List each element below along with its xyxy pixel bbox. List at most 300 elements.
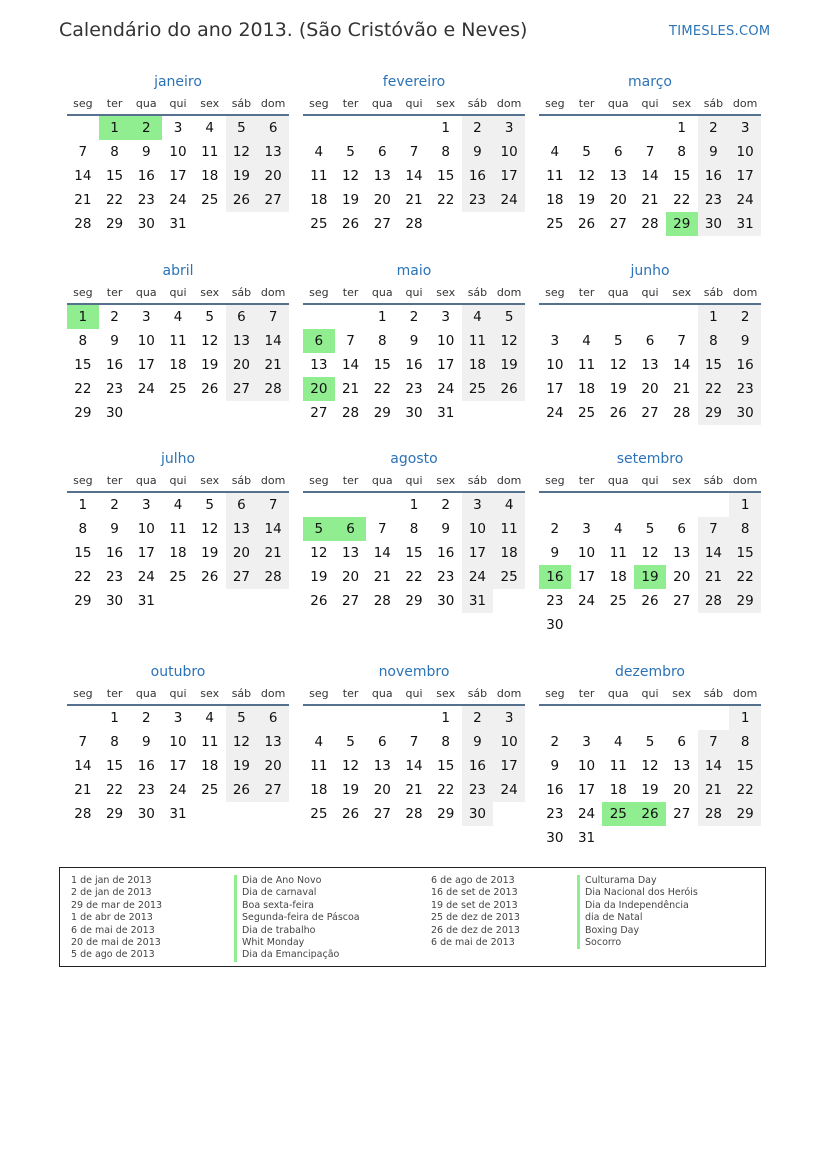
day-cell[interactable]: 14: [74, 758, 92, 774]
day-cell[interactable]: 22: [729, 565, 761, 589]
day-cell[interactable]: 20: [257, 164, 289, 188]
day-cell[interactable]: 30: [698, 212, 730, 236]
day-cell[interactable]: 1: [729, 493, 761, 517]
day-cell[interactable]: 29: [105, 806, 124, 822]
day-cell[interactable]: 18: [310, 192, 328, 208]
day-cell[interactable]: 5: [346, 734, 355, 750]
day-cell[interactable]: 26: [577, 216, 596, 232]
day-cell[interactable]: 3: [582, 521, 591, 537]
day-cell[interactable]: 15: [729, 541, 761, 565]
day-cell[interactable]: 27: [226, 377, 258, 401]
day-cell[interactable]: 14: [405, 758, 423, 774]
day-cell[interactable]: 2: [550, 734, 560, 750]
day-cell[interactable]: 31: [137, 593, 155, 609]
day-cell[interactable]: 15: [105, 758, 124, 774]
day-cell[interactable]: 31: [169, 216, 187, 232]
day-cell[interactable]: 17: [493, 754, 525, 778]
day-cell[interactable]: 18: [546, 192, 564, 208]
day-cell[interactable]: 12: [310, 545, 328, 561]
day-cell[interactable]: 26: [226, 778, 258, 802]
holiday-day-cell[interactable]: 6: [335, 517, 367, 541]
day-cell[interactable]: 10: [137, 333, 155, 349]
day-cell[interactable]: 25: [310, 216, 328, 232]
day-cell[interactable]: 20: [226, 353, 258, 377]
holiday-day-cell[interactable]: 1: [99, 116, 131, 140]
day-cell[interactable]: 17: [462, 541, 494, 565]
day-cell[interactable]: 3: [493, 116, 525, 140]
day-cell[interactable]: 25: [462, 377, 494, 401]
day-cell[interactable]: 23: [105, 381, 124, 397]
day-cell[interactable]: 23: [698, 188, 730, 212]
day-cell[interactable]: 12: [341, 758, 360, 774]
day-cell[interactable]: 24: [577, 593, 596, 609]
day-cell[interactable]: 16: [462, 754, 494, 778]
day-cell[interactable]: 29: [437, 806, 455, 822]
day-cell[interactable]: 13: [641, 357, 659, 373]
day-cell[interactable]: 14: [341, 357, 360, 373]
day-cell[interactable]: 12: [641, 545, 659, 561]
day-cell[interactable]: 16: [137, 168, 155, 184]
day-cell[interactable]: 27: [609, 216, 627, 232]
day-cell[interactable]: 27: [373, 216, 391, 232]
day-cell[interactable]: 7: [346, 333, 355, 349]
day-cell[interactable]: 13: [673, 758, 691, 774]
day-cell[interactable]: 14: [257, 517, 289, 541]
day-cell[interactable]: 12: [341, 168, 360, 184]
day-cell[interactable]: 14: [405, 168, 423, 184]
day-cell[interactable]: 20: [373, 782, 391, 798]
day-cell[interactable]: 27: [226, 565, 258, 589]
day-cell[interactable]: 3: [550, 333, 560, 349]
day-cell[interactable]: 8: [441, 144, 450, 160]
day-cell[interactable]: 17: [169, 758, 187, 774]
day-cell[interactable]: 15: [729, 754, 761, 778]
day-cell[interactable]: 27: [257, 188, 289, 212]
day-cell[interactable]: 8: [441, 734, 450, 750]
day-cell[interactable]: 8: [78, 521, 88, 537]
day-cell[interactable]: 29: [105, 216, 124, 232]
day-cell[interactable]: 27: [257, 778, 289, 802]
day-cell[interactable]: 14: [698, 541, 730, 565]
day-cell[interactable]: 14: [698, 754, 730, 778]
day-cell[interactable]: 24: [169, 192, 187, 208]
day-cell[interactable]: 24: [577, 806, 596, 822]
day-cell[interactable]: 16: [405, 357, 423, 373]
day-cell[interactable]: 3: [582, 734, 591, 750]
day-cell[interactable]: 5: [645, 521, 655, 537]
day-cell[interactable]: 23: [405, 381, 423, 397]
day-cell[interactable]: 11: [201, 734, 219, 750]
day-cell[interactable]: 28: [257, 565, 289, 589]
day-cell[interactable]: 19: [641, 782, 659, 798]
day-cell[interactable]: 18: [577, 381, 596, 397]
day-cell[interactable]: 5: [493, 305, 525, 329]
day-cell[interactable]: 27: [673, 806, 691, 822]
day-cell[interactable]: 3: [441, 309, 450, 325]
day-cell[interactable]: 22: [105, 782, 124, 798]
day-cell[interactable]: 2: [729, 305, 761, 329]
day-cell[interactable]: 7: [677, 333, 686, 349]
day-cell[interactable]: 24: [137, 381, 155, 397]
day-cell[interactable]: 31: [577, 830, 596, 846]
day-cell[interactable]: 7: [645, 144, 655, 160]
day-cell[interactable]: 19: [201, 357, 219, 373]
day-cell[interactable]: 11: [609, 758, 627, 774]
day-cell[interactable]: 6: [677, 521, 686, 537]
day-cell[interactable]: 21: [673, 381, 691, 397]
day-cell[interactable]: 24: [462, 565, 494, 589]
day-cell[interactable]: 6: [226, 305, 258, 329]
day-cell[interactable]: 10: [493, 140, 525, 164]
day-cell[interactable]: 12: [226, 730, 258, 754]
day-cell[interactable]: 22: [74, 381, 92, 397]
day-cell[interactable]: 15: [673, 168, 691, 184]
day-cell[interactable]: 11: [169, 333, 187, 349]
day-cell[interactable]: 17: [437, 357, 455, 373]
holiday-day-cell[interactable]: 25: [602, 802, 634, 826]
day-cell[interactable]: 2: [462, 706, 494, 730]
day-cell[interactable]: 29: [698, 401, 730, 425]
day-cell[interactable]: 26: [201, 569, 219, 585]
day-cell[interactable]: 18: [201, 168, 219, 184]
day-cell[interactable]: 13: [226, 329, 258, 353]
day-cell[interactable]: 26: [226, 188, 258, 212]
day-cell[interactable]: 4: [493, 493, 525, 517]
day-cell[interactable]: 17: [577, 569, 596, 585]
day-cell[interactable]: 19: [577, 192, 596, 208]
day-cell[interactable]: 1: [377, 309, 387, 325]
day-cell[interactable]: 12: [201, 521, 219, 537]
day-cell[interactable]: 15: [74, 357, 92, 373]
brand-link[interactable]: TIMESLES.COM: [669, 24, 771, 39]
day-cell[interactable]: 17: [546, 381, 564, 397]
day-cell[interactable]: 7: [257, 493, 289, 517]
day-cell[interactable]: 30: [105, 593, 124, 609]
day-cell[interactable]: 10: [437, 333, 455, 349]
day-cell[interactable]: 30: [729, 401, 761, 425]
day-cell[interactable]: 2: [409, 309, 419, 325]
day-cell[interactable]: 28: [698, 802, 730, 826]
day-cell[interactable]: 20: [641, 381, 659, 397]
day-cell[interactable]: 2: [110, 497, 119, 513]
day-cell[interactable]: 26: [493, 377, 525, 401]
day-cell[interactable]: 18: [609, 782, 627, 798]
day-cell[interactable]: 20: [257, 754, 289, 778]
day-cell[interactable]: 23: [546, 593, 564, 609]
day-cell[interactable]: 30: [137, 216, 155, 232]
day-cell[interactable]: 1: [409, 497, 419, 513]
day-cell[interactable]: 17: [729, 164, 761, 188]
day-cell[interactable]: 3: [173, 120, 183, 136]
day-cell[interactable]: 1: [110, 710, 119, 726]
day-cell[interactable]: 11: [546, 168, 564, 184]
day-cell[interactable]: 25: [169, 381, 187, 397]
day-cell[interactable]: 19: [493, 353, 525, 377]
day-cell[interactable]: 13: [373, 758, 391, 774]
day-cell[interactable]: 26: [310, 593, 328, 609]
day-cell[interactable]: 29: [74, 593, 92, 609]
day-cell[interactable]: 1: [78, 497, 88, 513]
day-cell[interactable]: 9: [462, 730, 494, 754]
day-cell[interactable]: 4: [205, 120, 214, 136]
day-cell[interactable]: 7: [698, 517, 730, 541]
day-cell[interactable]: 20: [609, 192, 627, 208]
day-cell[interactable]: 1: [677, 120, 686, 136]
day-cell[interactable]: 4: [314, 734, 324, 750]
day-cell[interactable]: 25: [546, 216, 564, 232]
day-cell[interactable]: 19: [226, 754, 258, 778]
day-cell[interactable]: 24: [437, 381, 455, 397]
day-cell[interactable]: 7: [409, 144, 419, 160]
day-cell[interactable]: 16: [546, 782, 564, 798]
day-cell[interactable]: 9: [110, 521, 119, 537]
day-cell[interactable]: 20: [226, 541, 258, 565]
day-cell[interactable]: 10: [577, 545, 596, 561]
day-cell[interactable]: 13: [341, 545, 360, 561]
day-cell[interactable]: 3: [462, 493, 494, 517]
day-cell[interactable]: 15: [405, 545, 423, 561]
day-cell[interactable]: 11: [201, 144, 219, 160]
day-cell[interactable]: 3: [493, 706, 525, 730]
day-cell[interactable]: 21: [373, 569, 391, 585]
day-cell[interactable]: 25: [310, 806, 328, 822]
day-cell[interactable]: 23: [437, 569, 455, 585]
day-cell[interactable]: 24: [493, 188, 525, 212]
day-cell[interactable]: 21: [698, 565, 730, 589]
day-cell[interactable]: 27: [310, 405, 328, 421]
day-cell[interactable]: 1: [698, 305, 730, 329]
day-cell[interactable]: 15: [437, 168, 455, 184]
day-cell[interactable]: 16: [105, 357, 124, 373]
day-cell[interactable]: 2: [441, 497, 450, 513]
day-cell[interactable]: 4: [205, 710, 214, 726]
day-cell[interactable]: 5: [205, 497, 214, 513]
day-cell[interactable]: 6: [377, 144, 387, 160]
day-cell[interactable]: 8: [110, 144, 119, 160]
day-cell[interactable]: 15: [437, 758, 455, 774]
holiday-day-cell[interactable]: 26: [634, 802, 666, 826]
day-cell[interactable]: 18: [169, 357, 187, 373]
day-cell[interactable]: 22: [437, 782, 455, 798]
day-cell[interactable]: 26: [609, 405, 627, 421]
day-cell[interactable]: 21: [257, 541, 289, 565]
day-cell[interactable]: 5: [226, 706, 258, 730]
day-cell[interactable]: 6: [677, 734, 686, 750]
day-cell[interactable]: 2: [698, 116, 730, 140]
day-cell[interactable]: 7: [409, 734, 419, 750]
day-cell[interactable]: 30: [105, 405, 124, 421]
day-cell[interactable]: 16: [437, 545, 455, 561]
day-cell[interactable]: 19: [201, 545, 219, 561]
day-cell[interactable]: 21: [74, 192, 92, 208]
day-cell[interactable]: 4: [550, 144, 560, 160]
day-cell[interactable]: 2: [141, 710, 151, 726]
holiday-day-cell[interactable]: 29: [666, 212, 698, 236]
day-cell[interactable]: 24: [493, 778, 525, 802]
day-cell[interactable]: 18: [310, 782, 328, 798]
day-cell[interactable]: 23: [137, 192, 155, 208]
day-cell[interactable]: 6: [613, 144, 623, 160]
day-cell[interactable]: 13: [257, 730, 289, 754]
day-cell[interactable]: 4: [582, 333, 591, 349]
day-cell[interactable]: 4: [173, 497, 183, 513]
day-cell[interactable]: 20: [341, 569, 360, 585]
holiday-day-cell[interactable]: 2: [130, 116, 162, 140]
day-cell[interactable]: 31: [437, 405, 455, 421]
day-cell[interactable]: 12: [577, 168, 596, 184]
day-cell[interactable]: 31: [169, 806, 187, 822]
day-cell[interactable]: 26: [341, 216, 360, 232]
day-cell[interactable]: 5: [613, 333, 623, 349]
day-cell[interactable]: 28: [74, 216, 92, 232]
day-cell[interactable]: 8: [677, 144, 686, 160]
day-cell[interactable]: 30: [462, 802, 494, 826]
day-cell[interactable]: 22: [74, 569, 92, 585]
day-cell[interactable]: 21: [74, 782, 92, 798]
day-cell[interactable]: 14: [641, 168, 659, 184]
day-cell[interactable]: 7: [377, 521, 387, 537]
day-cell[interactable]: 22: [405, 569, 423, 585]
day-cell[interactable]: 19: [310, 569, 328, 585]
day-cell[interactable]: 28: [405, 806, 423, 822]
day-cell[interactable]: 6: [257, 706, 289, 730]
day-cell[interactable]: 20: [673, 782, 691, 798]
day-cell[interactable]: 19: [341, 782, 360, 798]
day-cell[interactable]: 2: [110, 309, 119, 325]
day-cell[interactable]: 6: [257, 116, 289, 140]
day-cell[interactable]: 28: [74, 806, 92, 822]
day-cell[interactable]: 16: [729, 353, 761, 377]
day-cell[interactable]: 3: [141, 497, 151, 513]
day-cell[interactable]: 17: [493, 164, 525, 188]
day-cell[interactable]: 27: [641, 405, 659, 421]
day-cell[interactable]: 17: [137, 357, 155, 373]
day-cell[interactable]: 4: [173, 309, 183, 325]
day-cell[interactable]: 8: [729, 730, 761, 754]
day-cell[interactable]: 29: [373, 405, 391, 421]
day-cell[interactable]: 10: [493, 730, 525, 754]
day-cell[interactable]: 8: [110, 734, 119, 750]
day-cell[interactable]: 6: [226, 493, 258, 517]
day-cell[interactable]: 9: [462, 140, 494, 164]
day-cell[interactable]: 18: [493, 541, 525, 565]
day-cell[interactable]: 2: [462, 116, 494, 140]
day-cell[interactable]: 19: [609, 381, 627, 397]
day-cell[interactable]: 27: [673, 593, 691, 609]
day-cell[interactable]: 7: [257, 305, 289, 329]
day-cell[interactable]: 24: [137, 569, 155, 585]
day-cell[interactable]: 28: [257, 377, 289, 401]
day-cell[interactable]: 29: [729, 589, 761, 613]
day-cell[interactable]: 10: [546, 357, 564, 373]
day-cell[interactable]: 24: [729, 188, 761, 212]
day-cell[interactable]: 29: [74, 405, 92, 421]
day-cell[interactable]: 19: [226, 164, 258, 188]
day-cell[interactable]: 25: [577, 405, 596, 421]
day-cell[interactable]: 10: [729, 140, 761, 164]
day-cell[interactable]: 22: [373, 381, 391, 397]
day-cell[interactable]: 8: [78, 333, 88, 349]
day-cell[interactable]: 9: [409, 333, 419, 349]
day-cell[interactable]: 12: [226, 140, 258, 164]
day-cell[interactable]: 19: [341, 192, 360, 208]
day-cell[interactable]: 3: [141, 309, 151, 325]
day-cell[interactable]: 22: [698, 377, 730, 401]
day-cell[interactable]: 12: [641, 758, 659, 774]
day-cell[interactable]: 12: [609, 357, 627, 373]
holiday-day-cell[interactable]: 20: [303, 377, 335, 401]
day-cell[interactable]: 5: [346, 144, 355, 160]
day-cell[interactable]: 23: [462, 778, 494, 802]
day-cell[interactable]: 23: [546, 806, 564, 822]
day-cell[interactable]: 30: [137, 806, 155, 822]
day-cell[interactable]: 1: [441, 710, 450, 726]
day-cell[interactable]: 14: [673, 357, 691, 373]
day-cell[interactable]: 16: [698, 164, 730, 188]
holiday-day-cell[interactable]: 16: [539, 565, 571, 589]
day-cell[interactable]: 25: [201, 192, 219, 208]
day-cell[interactable]: 11: [169, 521, 187, 537]
day-cell[interactable]: 30: [405, 405, 423, 421]
day-cell[interactable]: 18: [462, 353, 494, 377]
day-cell[interactable]: 31: [729, 212, 761, 236]
day-cell[interactable]: 21: [698, 778, 730, 802]
day-cell[interactable]: 17: [137, 545, 155, 561]
day-cell[interactable]: 6: [645, 333, 655, 349]
day-cell[interactable]: 27: [373, 806, 391, 822]
day-cell[interactable]: 11: [577, 357, 596, 373]
day-cell[interactable]: 29: [729, 802, 761, 826]
day-cell[interactable]: 18: [609, 569, 627, 585]
day-cell[interactable]: 13: [257, 140, 289, 164]
day-cell[interactable]: 25: [493, 565, 525, 589]
day-cell[interactable]: 4: [314, 144, 324, 160]
day-cell[interactable]: 31: [462, 589, 494, 613]
day-cell[interactable]: 25: [169, 569, 187, 585]
day-cell[interactable]: 9: [550, 758, 560, 774]
day-cell[interactable]: 28: [341, 405, 360, 421]
holiday-day-cell[interactable]: 6: [303, 329, 335, 353]
day-cell[interactable]: 4: [462, 305, 494, 329]
day-cell[interactable]: 10: [137, 521, 155, 537]
day-cell[interactable]: 28: [673, 405, 691, 421]
day-cell[interactable]: 10: [462, 517, 494, 541]
day-cell[interactable]: 28: [641, 216, 659, 232]
day-cell[interactable]: 23: [105, 569, 124, 585]
day-cell[interactable]: 7: [78, 144, 88, 160]
day-cell[interactable]: 8: [698, 329, 730, 353]
day-cell[interactable]: 3: [173, 710, 183, 726]
day-cell[interactable]: 11: [493, 517, 525, 541]
day-cell[interactable]: 21: [405, 782, 423, 798]
day-cell[interactable]: 12: [493, 329, 525, 353]
day-cell[interactable]: 24: [546, 405, 564, 421]
day-cell[interactable]: 14: [257, 329, 289, 353]
day-cell[interactable]: 9: [110, 333, 119, 349]
day-cell[interactable]: 18: [201, 758, 219, 774]
holiday-day-cell[interactable]: 5: [303, 517, 335, 541]
day-cell[interactable]: 10: [169, 144, 187, 160]
day-cell[interactable]: 25: [201, 782, 219, 798]
day-cell[interactable]: 8: [729, 517, 761, 541]
day-cell[interactable]: 5: [226, 116, 258, 140]
day-cell[interactable]: 5: [205, 309, 214, 325]
day-cell[interactable]: 26: [201, 381, 219, 397]
day-cell[interactable]: 22: [105, 192, 124, 208]
day-cell[interactable]: 30: [546, 617, 564, 633]
day-cell[interactable]: 2: [550, 521, 560, 537]
day-cell[interactable]: 21: [405, 192, 423, 208]
